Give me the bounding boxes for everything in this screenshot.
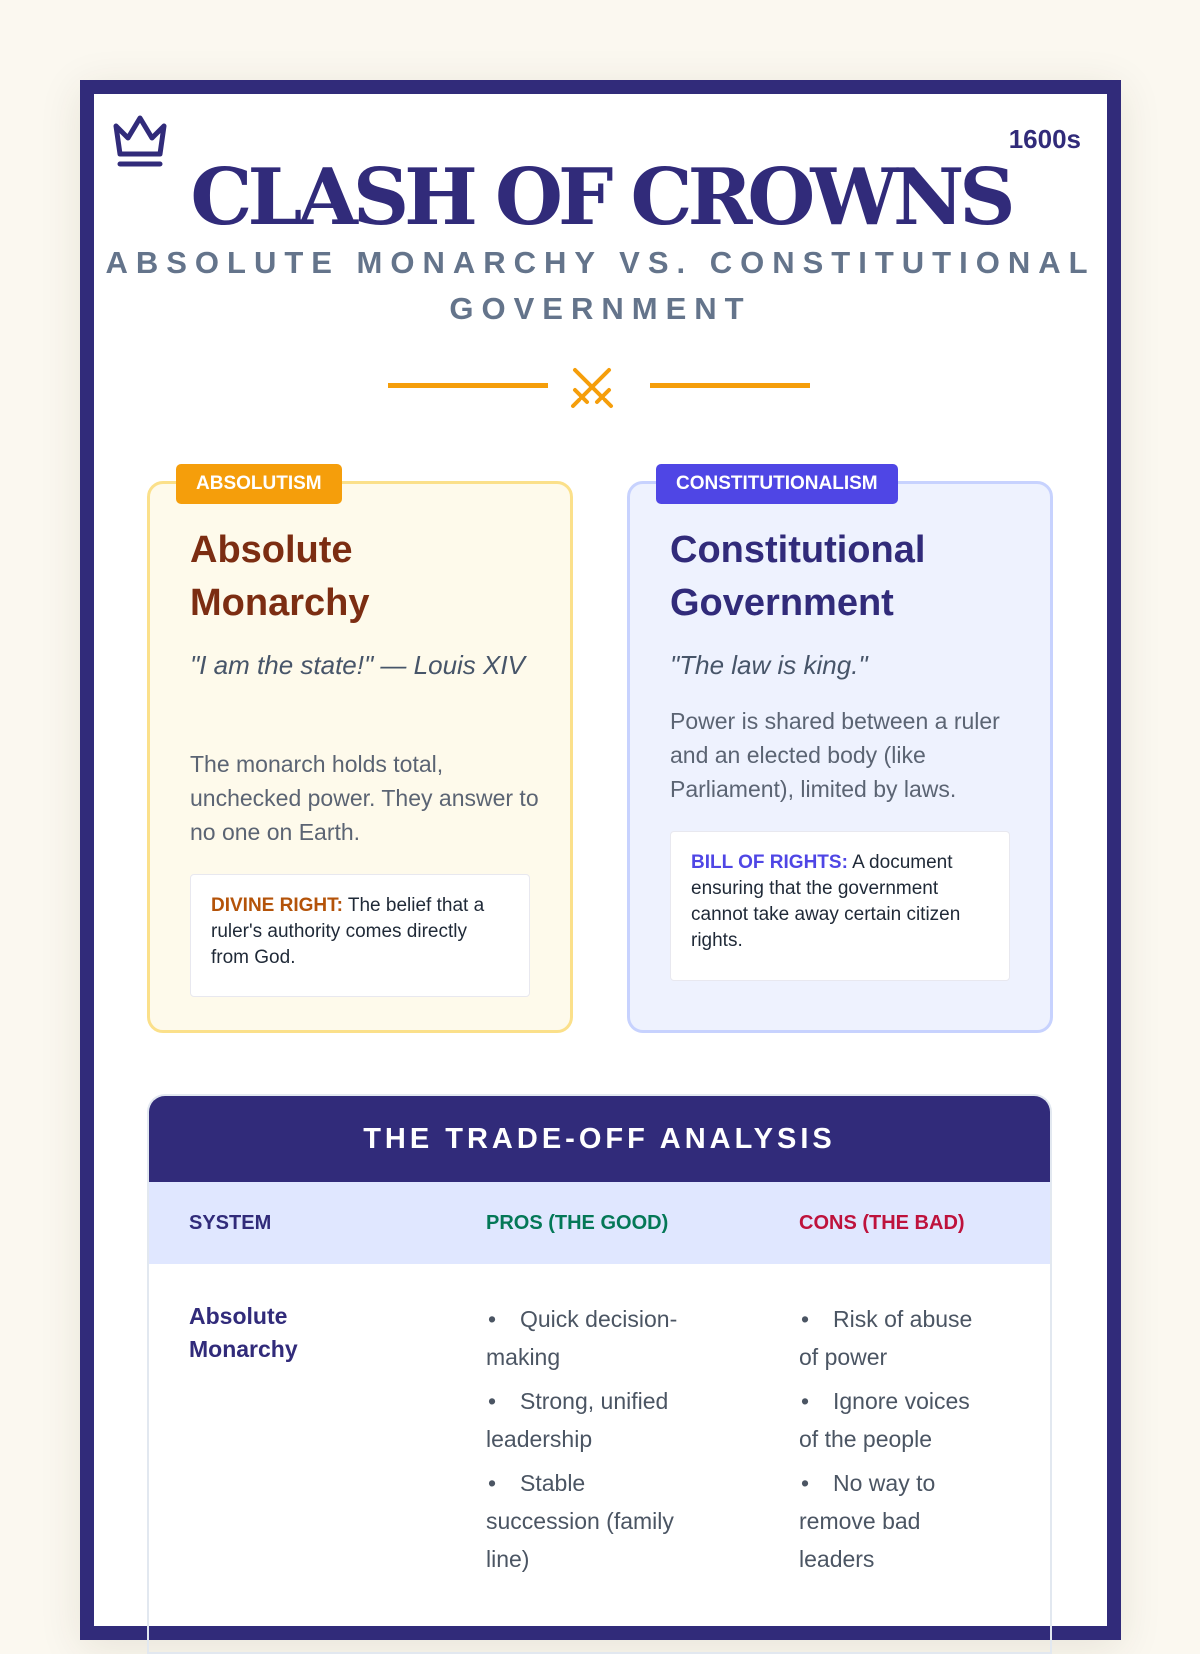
absolutism-description: The monarch holds total, unchecked power. They answer to no one on Earth. (190, 751, 539, 845)
pros-item: • Strong, unified leadership (486, 1382, 701, 1458)
system-name: Absolute Monarchy (189, 1303, 298, 1362)
infographic-frame (80, 80, 1121, 1640)
pros-list (486, 1300, 701, 1584)
divider-line-right (650, 383, 810, 388)
absolutism-card (147, 473, 573, 1033)
title-divider (94, 364, 1107, 404)
page-subtitle: ABSOLUTE MONARCHY VS. CONSTITUTIONAL GOVERNMENT (105, 245, 1096, 326)
constitutionalism-quote: "The law is king." (670, 650, 868, 680)
note-text: The belief that a ruler's authority comes directly from God. (211, 895, 485, 968)
page-title: CLASH OF CROWNS (190, 152, 1011, 243)
cons-list (799, 1300, 989, 1584)
crossed-swords-icon (569, 364, 615, 410)
note-term: DIVINE RIGHT: (211, 895, 343, 916)
column-header-system: SYSTEM (189, 1212, 272, 1234)
column-header-pros: PROS (THE GOOD) (486, 1212, 669, 1234)
cons-item: • No way to remove bad leaders (799, 1464, 989, 1578)
bill-of-rights-note (670, 831, 1010, 981)
absolutism-quote: "I am the state!" — Louis XIV (190, 650, 525, 680)
pros-item: • Quick decision-making (486, 1300, 701, 1376)
absolutism-tag: ABSOLUTISM (176, 464, 342, 504)
column-header-cons: CONS (THE BAD) (799, 1212, 965, 1234)
absolutism-heading: Absolute Monarchy (190, 529, 370, 624)
table-title: THE TRADE-OFF ANALYSIS (149, 1096, 1050, 1182)
divine-right-note (190, 874, 530, 997)
constitutionalism-description: Power is shared between a ruler and an elected body (like Parliament), limited by laws. (670, 708, 1000, 802)
table-header-row (149, 1182, 1050, 1264)
cons-item: • Ignore voices of the people (799, 1382, 989, 1458)
era-label: 1600s (1008, 124, 1081, 154)
note-term: BILL OF RIGHTS: (691, 852, 848, 873)
note-text: A document ensuring that the government cannot take away certain citizen rights. (691, 852, 961, 951)
constitutionalism-heading: Constitutional Government (670, 529, 926, 624)
divider-line-left (388, 383, 548, 388)
constitutionalism-card (627, 473, 1053, 1033)
cons-item: • Risk of abuse of power (799, 1300, 989, 1376)
pros-item: • Stable succession (family line) (486, 1464, 701, 1578)
constitutionalism-tag: CONSTITUTIONALISM (656, 464, 898, 504)
trade-off-table (147, 1094, 1052, 1654)
